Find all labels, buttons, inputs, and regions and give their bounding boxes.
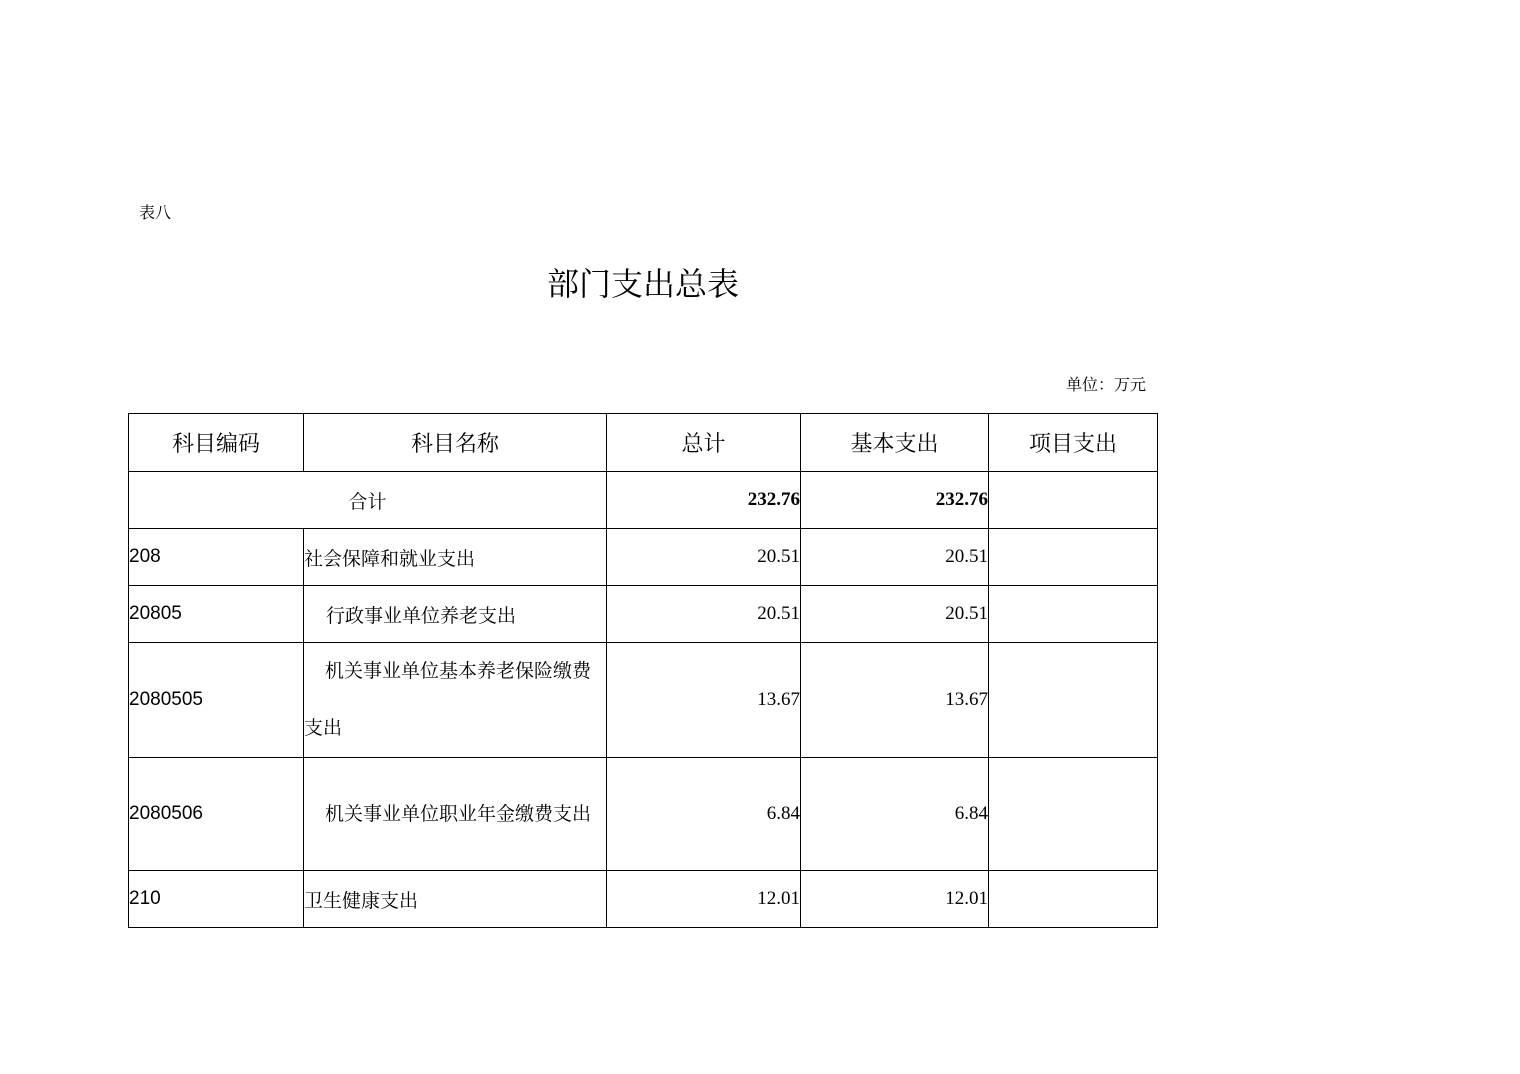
total-amount-cell: 232.76 [607, 472, 801, 529]
code-cell: 2080505 [129, 643, 304, 758]
name-cell: 行政事业单位养老支出 [304, 586, 607, 643]
basic-cell: 20.51 [801, 586, 989, 643]
code-cell: 2080506 [129, 758, 304, 871]
basic-cell: 20.51 [801, 529, 989, 586]
table-row [129, 871, 1158, 928]
total-cell: 13.67 [607, 643, 801, 758]
name-cell [304, 643, 607, 758]
project-cell [989, 643, 1158, 758]
code-cell: 20805 [129, 586, 304, 643]
total-project-cell [989, 472, 1158, 529]
basic-cell: 13.67 [801, 643, 989, 758]
name-cell: 卫生健康支出 [304, 871, 607, 928]
basic-cell: 12.01 [801, 871, 989, 928]
total-cell: 6.84 [607, 758, 801, 871]
header-total: 总计 [607, 414, 801, 472]
header-code: 科目编码 [129, 414, 304, 472]
table-row [129, 758, 1158, 871]
project-cell [989, 758, 1158, 871]
expense-table [128, 413, 1158, 928]
project-cell [989, 871, 1158, 928]
name-cell [304, 758, 607, 871]
table-row [129, 643, 1158, 758]
code-cell: 210 [129, 871, 304, 928]
name-text: 机关事业单位职业年金缴费支出 [325, 802, 592, 825]
project-cell [989, 586, 1158, 643]
total-row [129, 472, 1158, 529]
table-row [129, 529, 1158, 586]
total-cell: 12.01 [607, 871, 801, 928]
project-cell [989, 529, 1158, 586]
basic-cell: 6.84 [801, 758, 989, 871]
table-row [129, 586, 1158, 643]
name-cell: 社会保障和就业支出 [304, 529, 607, 586]
total-basic-cell: 232.76 [801, 472, 989, 529]
table-number-label: 表八 [139, 203, 172, 222]
name-text: 机关事业单位基本养老保险缴费支出 [304, 660, 592, 739]
total-label-cell: 合计 [129, 472, 607, 529]
header-row [129, 414, 1158, 472]
page-title: 部门支出总表 [546, 265, 739, 303]
total-cell: 20.51 [607, 529, 801, 586]
header-basic: 基本支出 [801, 414, 989, 472]
header-project: 项目支出 [989, 414, 1158, 472]
header-name: 科目名称 [304, 414, 607, 472]
unit-label: 单位：万元 [1065, 375, 1146, 394]
total-cell: 20.51 [607, 586, 801, 643]
code-cell: 208 [129, 529, 304, 586]
